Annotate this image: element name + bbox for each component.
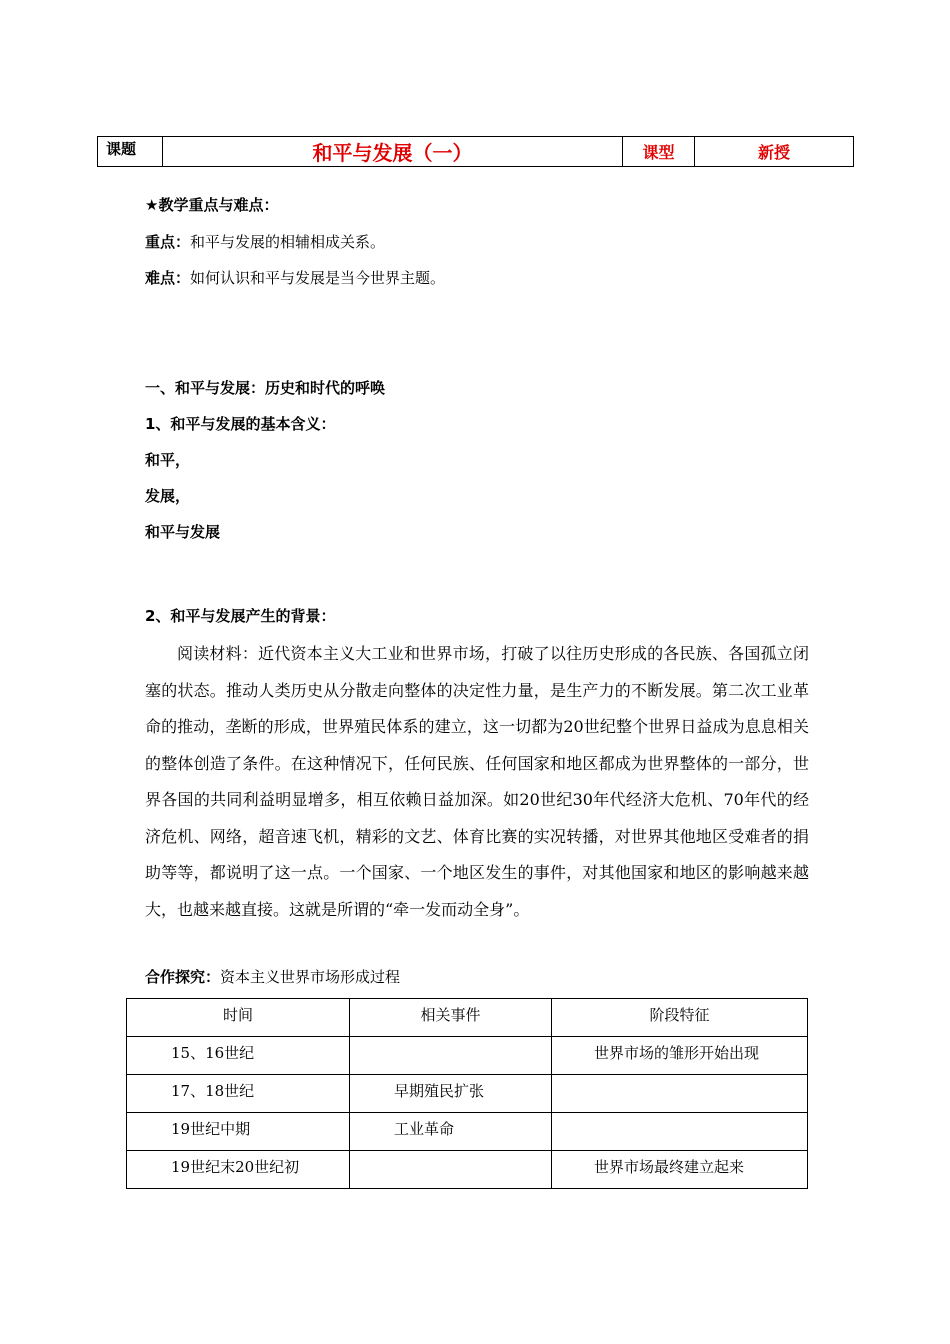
key-point-label: 重点： bbox=[145, 233, 191, 251]
table-row bbox=[127, 1037, 808, 1075]
item-peace-development: 和平与发展 bbox=[145, 523, 221, 541]
table-header-events: 相关事件 bbox=[350, 999, 552, 1037]
difficult-point-text: 如何认识和平与发展是当今世界主题。 bbox=[190, 269, 446, 287]
cooperation-label: 合作探究： bbox=[145, 968, 221, 986]
item-development: 发展， bbox=[145, 487, 191, 505]
lesson-label: 课题 bbox=[98, 137, 163, 167]
table-row bbox=[127, 1075, 808, 1113]
table-row bbox=[127, 1113, 808, 1151]
subsection-2-title: 2、和平与发展产生的背景： bbox=[145, 607, 336, 625]
section-title: 一、和平与发展：历史和时代的呼唤 bbox=[145, 379, 386, 397]
lesson-header-table bbox=[97, 136, 854, 167]
table-cell-time: 19世纪末20世纪初 bbox=[127, 1151, 350, 1189]
table-cell-event: 早期殖民扩张 bbox=[350, 1075, 552, 1113]
table-cell-event: 工业革命 bbox=[350, 1113, 552, 1151]
cooperation-text: 资本主义世界市场形成过程 bbox=[220, 968, 401, 986]
table-header-time: 时间 bbox=[127, 999, 350, 1037]
difficult-point-label: 难点： bbox=[145, 269, 191, 287]
table-cell-time: 17、18世纪 bbox=[127, 1075, 350, 1113]
table-cell-feature bbox=[552, 1113, 808, 1151]
item-peace: 和平， bbox=[145, 451, 191, 469]
table-cell-feature: 世界市场的雏形开始出现 bbox=[552, 1037, 808, 1075]
lesson-title: 和平与发展（一） bbox=[163, 137, 623, 167]
subsection-1-title: 1、和平与发展的基本含义： bbox=[145, 415, 336, 433]
table-row bbox=[127, 1151, 808, 1189]
table-cell-event bbox=[350, 1151, 552, 1189]
difficult-point bbox=[145, 267, 445, 288]
cooperation-line bbox=[145, 966, 400, 987]
key-point-text: 和平与发展的相辅相成关系。 bbox=[190, 233, 386, 251]
world-market-table bbox=[126, 998, 808, 1189]
key-point bbox=[145, 231, 385, 252]
table-cell-feature: 世界市场最终建立起来 bbox=[552, 1151, 808, 1189]
focus-heading: ★教学重点与难点： bbox=[145, 196, 279, 214]
table-header-row bbox=[127, 999, 808, 1037]
lesson-type-value: 新授 bbox=[695, 137, 854, 167]
table-cell-time: 19世纪中期 bbox=[127, 1113, 350, 1151]
lesson-type-label: 课型 bbox=[623, 137, 695, 167]
reading-material: 阅读材料：近代资本主义大工业和世界市场，打破了以往历史形成的各民族、各国孤立闭塞的状态。推动人类历史从分散走向整体的决定性力量，是生产力的不断发展。第二次工业革命的推动，垄断的形成，世界殖民体系的建立，这一切都为20世纪整个世界日益成为息息相关的整体创造了条件。在这种情况下，任何民族、任何国家和地区都成为世界整体的一部分，世界各国的共同利益明显增多，相互依赖日益加深。如20世纪30年代经济大危机、70年代的经济危机、网络，超音速飞机，精彩的文艺、体育比赛的实况转播，对世界其他地区受难者的捐助等等，都说明了这一点。一个国家、一个地区发生的事件，对其他国家和地区的影响越来越大，也越来越直接。这就是所谓的“牵一发而动全身”。 bbox=[145, 644, 809, 919]
table-header-features: 阶段特征 bbox=[552, 999, 808, 1037]
table-cell-feature bbox=[552, 1075, 808, 1113]
table-cell-event bbox=[350, 1037, 552, 1075]
table-cell-time: 15、16世纪 bbox=[127, 1037, 350, 1075]
